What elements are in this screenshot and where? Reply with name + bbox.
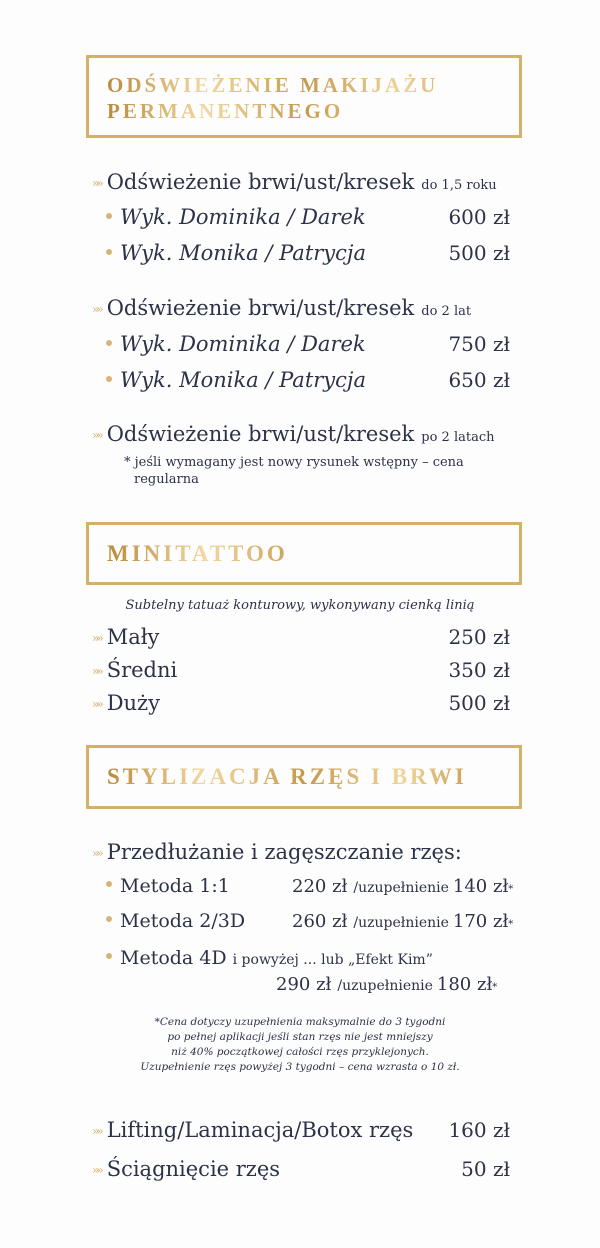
list-item <box>92 1157 510 1181</box>
item-name: Wyk. Dominika / Darek <box>120 205 366 229</box>
group-label: Odświeżenie brwi/ust/kresek <box>106 296 415 320</box>
group-qualifier: po 2 latach <box>421 430 495 445</box>
method-row <box>106 875 516 897</box>
group-qualifier: do 1,5 roku <box>421 178 497 193</box>
group-note-line2: regularna <box>134 472 199 487</box>
gold-dot-icon <box>106 249 112 255</box>
list-item <box>92 1118 510 1142</box>
list-item <box>106 332 510 356</box>
item-name: Wyk. Monika / Patrycja <box>120 368 366 392</box>
item-price: 160 zł <box>448 1118 510 1142</box>
refill-label: /uzupełnienie <box>353 915 449 931</box>
method-row <box>106 910 516 932</box>
double-chevron-icon: »» <box>92 697 101 711</box>
method-extra: i powyżej ... lub „Efekt Kim” <box>232 952 433 968</box>
fine-print-line: Uzupełnienie rzęs powyżej 3 tygodni – cena wzrasta o 10 zł. <box>140 1061 460 1073</box>
double-chevron-icon: »» <box>92 846 101 860</box>
item-name: Duży <box>106 691 160 715</box>
section-header-lashes-brows <box>86 745 522 809</box>
gold-dot-icon <box>106 916 112 922</box>
section-title: MINITATTOO <box>107 539 501 568</box>
group-header <box>92 296 510 320</box>
fine-print-line: po pełnej aplikacji jeśli stan rzęs nie jest mniejszy <box>167 1031 433 1043</box>
item-name: Średni <box>106 658 178 682</box>
group-header <box>92 422 510 446</box>
method-price: 220 zł <box>292 876 348 897</box>
section-title-line1: ODŚWIEŻENIE MAKIJAŻU <box>107 72 501 98</box>
group-header <box>92 170 510 194</box>
asterisk: * <box>508 884 514 895</box>
gold-dot-icon <box>106 340 112 346</box>
item-price: 50 zł <box>461 1157 510 1181</box>
item-name: Wyk. Dominika / Darek <box>120 332 366 356</box>
method-price: 260 zł <box>292 911 348 932</box>
section-title: STYLIZACJA RZĘS I BRWI <box>107 762 501 792</box>
method-name: Metoda 4D <box>120 947 227 969</box>
list-item <box>106 368 510 392</box>
item-price: 500 zł <box>448 241 510 265</box>
section-header-minitattoo <box>86 522 522 585</box>
section-title-line2: PERMANENTNEGO <box>107 98 501 124</box>
gold-dot-icon <box>106 881 112 887</box>
item-name: Lifting/Laminacja/Botox rzęs <box>106 1118 414 1142</box>
refill-label: /uzupełnienie <box>353 880 449 896</box>
item-name: Ściągnięcie rzęs <box>106 1157 281 1181</box>
list-item <box>92 625 510 649</box>
item-name: Wyk. Monika / Patrycja <box>120 241 366 265</box>
double-chevron-icon: »» <box>92 1124 101 1138</box>
group-label: Odświeżenie brwi/ust/kresek <box>106 422 415 446</box>
item-price: 250 zł <box>448 625 510 649</box>
refill-price: 140 zł <box>452 876 509 897</box>
double-chevron-icon: »» <box>92 176 101 190</box>
item-price: 600 zł <box>448 205 510 229</box>
refill-price: 170 zł <box>452 911 509 932</box>
gold-dot-icon <box>106 213 112 219</box>
group-qualifier: do 2 lat <box>421 304 472 319</box>
section-header-permanent-refresh <box>86 55 522 138</box>
double-chevron-icon: »» <box>92 631 101 645</box>
group-note-line1: * jeśli wymagany jest nowy rysunek wstępny – cena <box>124 455 464 470</box>
fine-print-line: *Cena dotyczy uzupełnienia maksymalnie do 3 tygodni <box>154 1016 446 1028</box>
method-price: 290 zł <box>276 974 332 995</box>
item-price: 500 zł <box>448 691 510 715</box>
item-price: 650 zł <box>448 368 510 392</box>
group-label: Przedłużanie i zagęszczanie rzęs: <box>106 840 462 864</box>
item-price: 350 zł <box>448 658 510 682</box>
method-name: Metoda 2/3D <box>120 910 246 932</box>
list-item <box>92 691 510 715</box>
double-chevron-icon: »» <box>92 302 101 316</box>
asterisk: * <box>508 919 514 930</box>
double-chevron-icon: »» <box>92 428 101 442</box>
list-item <box>106 205 510 229</box>
method-row <box>106 947 516 969</box>
asterisk: * <box>492 982 498 993</box>
gold-dot-icon <box>106 953 112 959</box>
group-label: Odświeżenie brwi/ust/kresek <box>106 170 415 194</box>
group-header <box>92 840 510 864</box>
item-name: Mały <box>106 625 160 649</box>
method-price-row <box>276 974 516 995</box>
list-item <box>106 241 510 265</box>
refill-label: /uzupełnienie <box>337 978 433 994</box>
gold-dot-icon <box>106 376 112 382</box>
double-chevron-icon: »» <box>92 1163 101 1177</box>
refill-price: 180 zł <box>436 974 493 995</box>
method-name: Metoda 1:1 <box>120 875 230 897</box>
list-item <box>92 658 510 682</box>
fine-print-line: niż 40% początkowej całości rzęs przyklejonych. <box>171 1046 429 1058</box>
section-subtitle: Subtelny tatuaż konturowy, wykonywany cienką linią <box>125 598 475 613</box>
fine-print <box>120 1015 480 1075</box>
item-price: 750 zł <box>448 332 510 356</box>
double-chevron-icon: »» <box>92 664 101 678</box>
